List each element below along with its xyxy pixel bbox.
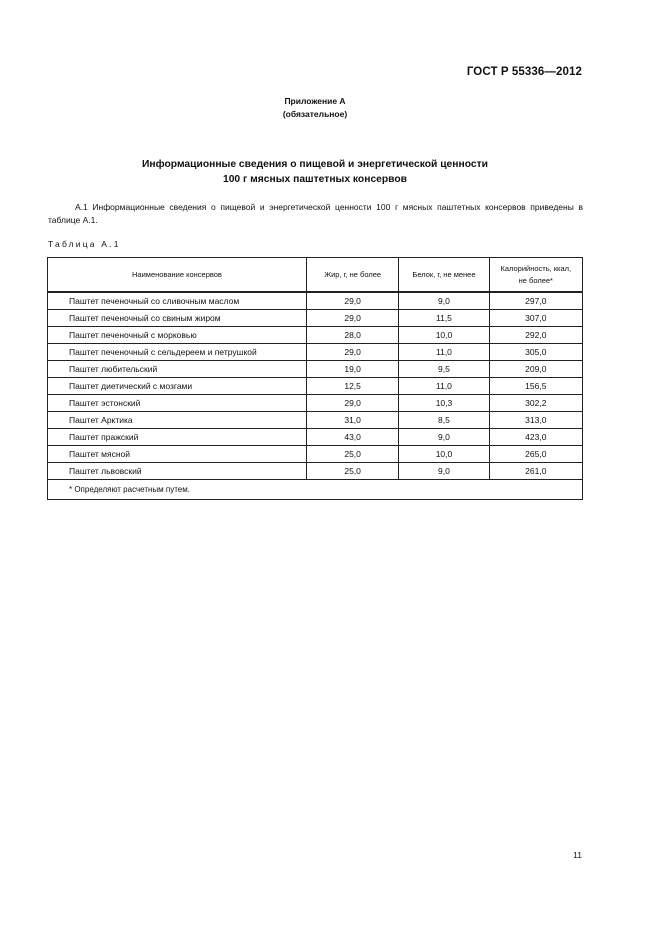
section-heading-line-2: 100 г мясных паштетных консервов bbox=[222, 174, 408, 185]
cell-protein: 10,3 bbox=[399, 395, 489, 412]
section-heading bbox=[0, 157, 630, 187]
cell-calories: 313,0 bbox=[489, 412, 582, 429]
cell-protein: 9,0 bbox=[399, 429, 489, 446]
header-calories-line-2: не более* bbox=[518, 275, 553, 285]
cell-fat: 25,0 bbox=[306, 463, 398, 480]
header-calories bbox=[489, 258, 582, 293]
cell-calories: 265,0 bbox=[489, 446, 582, 463]
cell-protein: 10,0 bbox=[399, 327, 489, 344]
cell-calories: 292,0 bbox=[489, 327, 582, 344]
standard-code: ГОСТ Р 55336—2012 bbox=[466, 66, 582, 78]
cell-calories: 307,0 bbox=[489, 310, 582, 327]
intro-paragraph: А.1 Информационные сведения о пищевой и энергетической ценности 100 г мясных паштетных консервов приведены в таблице А.1. bbox=[48, 202, 583, 225]
cell-name: Паштет пражский bbox=[48, 429, 307, 446]
cell-protein: 11,0 bbox=[399, 378, 489, 395]
cell-fat: 29,0 bbox=[306, 292, 398, 310]
cell-fat: 29,0 bbox=[306, 310, 398, 327]
header-fat: Жир, г, не более bbox=[306, 258, 398, 293]
cell-calories: 302,2 bbox=[489, 395, 582, 412]
cell-protein: 10,0 bbox=[399, 446, 489, 463]
cell-calories: 297,0 bbox=[489, 292, 582, 310]
table-row bbox=[48, 292, 583, 310]
cell-fat: 29,0 bbox=[306, 344, 398, 361]
cell-name: Паштет эстонский bbox=[48, 395, 307, 412]
cell-fat: 19,0 bbox=[306, 361, 398, 378]
cell-calories: 305,0 bbox=[489, 344, 582, 361]
cell-name: Паштет печеночный со сливочным маслом bbox=[48, 292, 307, 310]
cell-protein: 9,5 bbox=[399, 361, 489, 378]
cell-protein: 9,0 bbox=[399, 463, 489, 480]
cell-fat: 28,0 bbox=[306, 327, 398, 344]
table-footnote-row bbox=[48, 480, 583, 500]
cell-fat: 31,0 bbox=[306, 412, 398, 429]
table-header-row bbox=[48, 258, 583, 293]
cell-name: Паштет печеночный с сельдереем и петрушкой bbox=[48, 344, 307, 361]
cell-name: Паштет мясной bbox=[48, 446, 307, 463]
table-row bbox=[48, 344, 583, 361]
cell-fat: 29,0 bbox=[306, 395, 398, 412]
nutrition-table bbox=[47, 257, 583, 500]
table-row bbox=[48, 412, 583, 429]
header-calories-line-1: Калорийность, ккал, bbox=[500, 263, 572, 273]
table-footnote: * Определяют расчетным путем. bbox=[48, 480, 583, 500]
cell-fat: 43,0 bbox=[306, 429, 398, 446]
cell-name: Паштет львовский bbox=[48, 463, 307, 480]
annex-status: (обязательное) bbox=[282, 109, 348, 119]
cell-protein: 8,5 bbox=[399, 412, 489, 429]
table-row bbox=[48, 378, 583, 395]
cell-calories: 261,0 bbox=[489, 463, 582, 480]
cell-protein: 11,0 bbox=[399, 344, 489, 361]
cell-calories: 423,0 bbox=[489, 429, 582, 446]
table-row bbox=[48, 327, 583, 344]
cell-name: Паштет печеночный со свиным жиром bbox=[48, 310, 307, 327]
table-row bbox=[48, 463, 583, 480]
page-number: 11 bbox=[573, 850, 582, 860]
section-heading-line-1: Информационные сведения о пищевой и энергетической ценности bbox=[142, 159, 488, 170]
table-caption: Таблица А.1 bbox=[48, 239, 121, 249]
cell-fat: 12,5 bbox=[306, 378, 398, 395]
cell-protein: 9,0 bbox=[399, 292, 489, 310]
table-row bbox=[48, 429, 583, 446]
annex-title: Приложение А bbox=[284, 96, 346, 106]
cell-name: Паштет печеночный с морковью bbox=[48, 327, 307, 344]
header-name: Наименование консервов bbox=[48, 258, 307, 293]
cell-calories: 209,0 bbox=[489, 361, 582, 378]
cell-calories: 156,5 bbox=[489, 378, 582, 395]
cell-name: Паштет диетический с мозгами bbox=[48, 378, 307, 395]
table-row bbox=[48, 361, 583, 378]
table-row bbox=[48, 395, 583, 412]
table-row bbox=[48, 446, 583, 463]
cell-fat: 25,0 bbox=[306, 446, 398, 463]
annex-heading bbox=[0, 95, 630, 121]
header-protein: Белок, г, не менее bbox=[399, 258, 489, 293]
cell-protein: 11,5 bbox=[399, 310, 489, 327]
cell-name: Паштет любительский bbox=[48, 361, 307, 378]
cell-name: Паштет Арктика bbox=[48, 412, 307, 429]
table-row bbox=[48, 310, 583, 327]
